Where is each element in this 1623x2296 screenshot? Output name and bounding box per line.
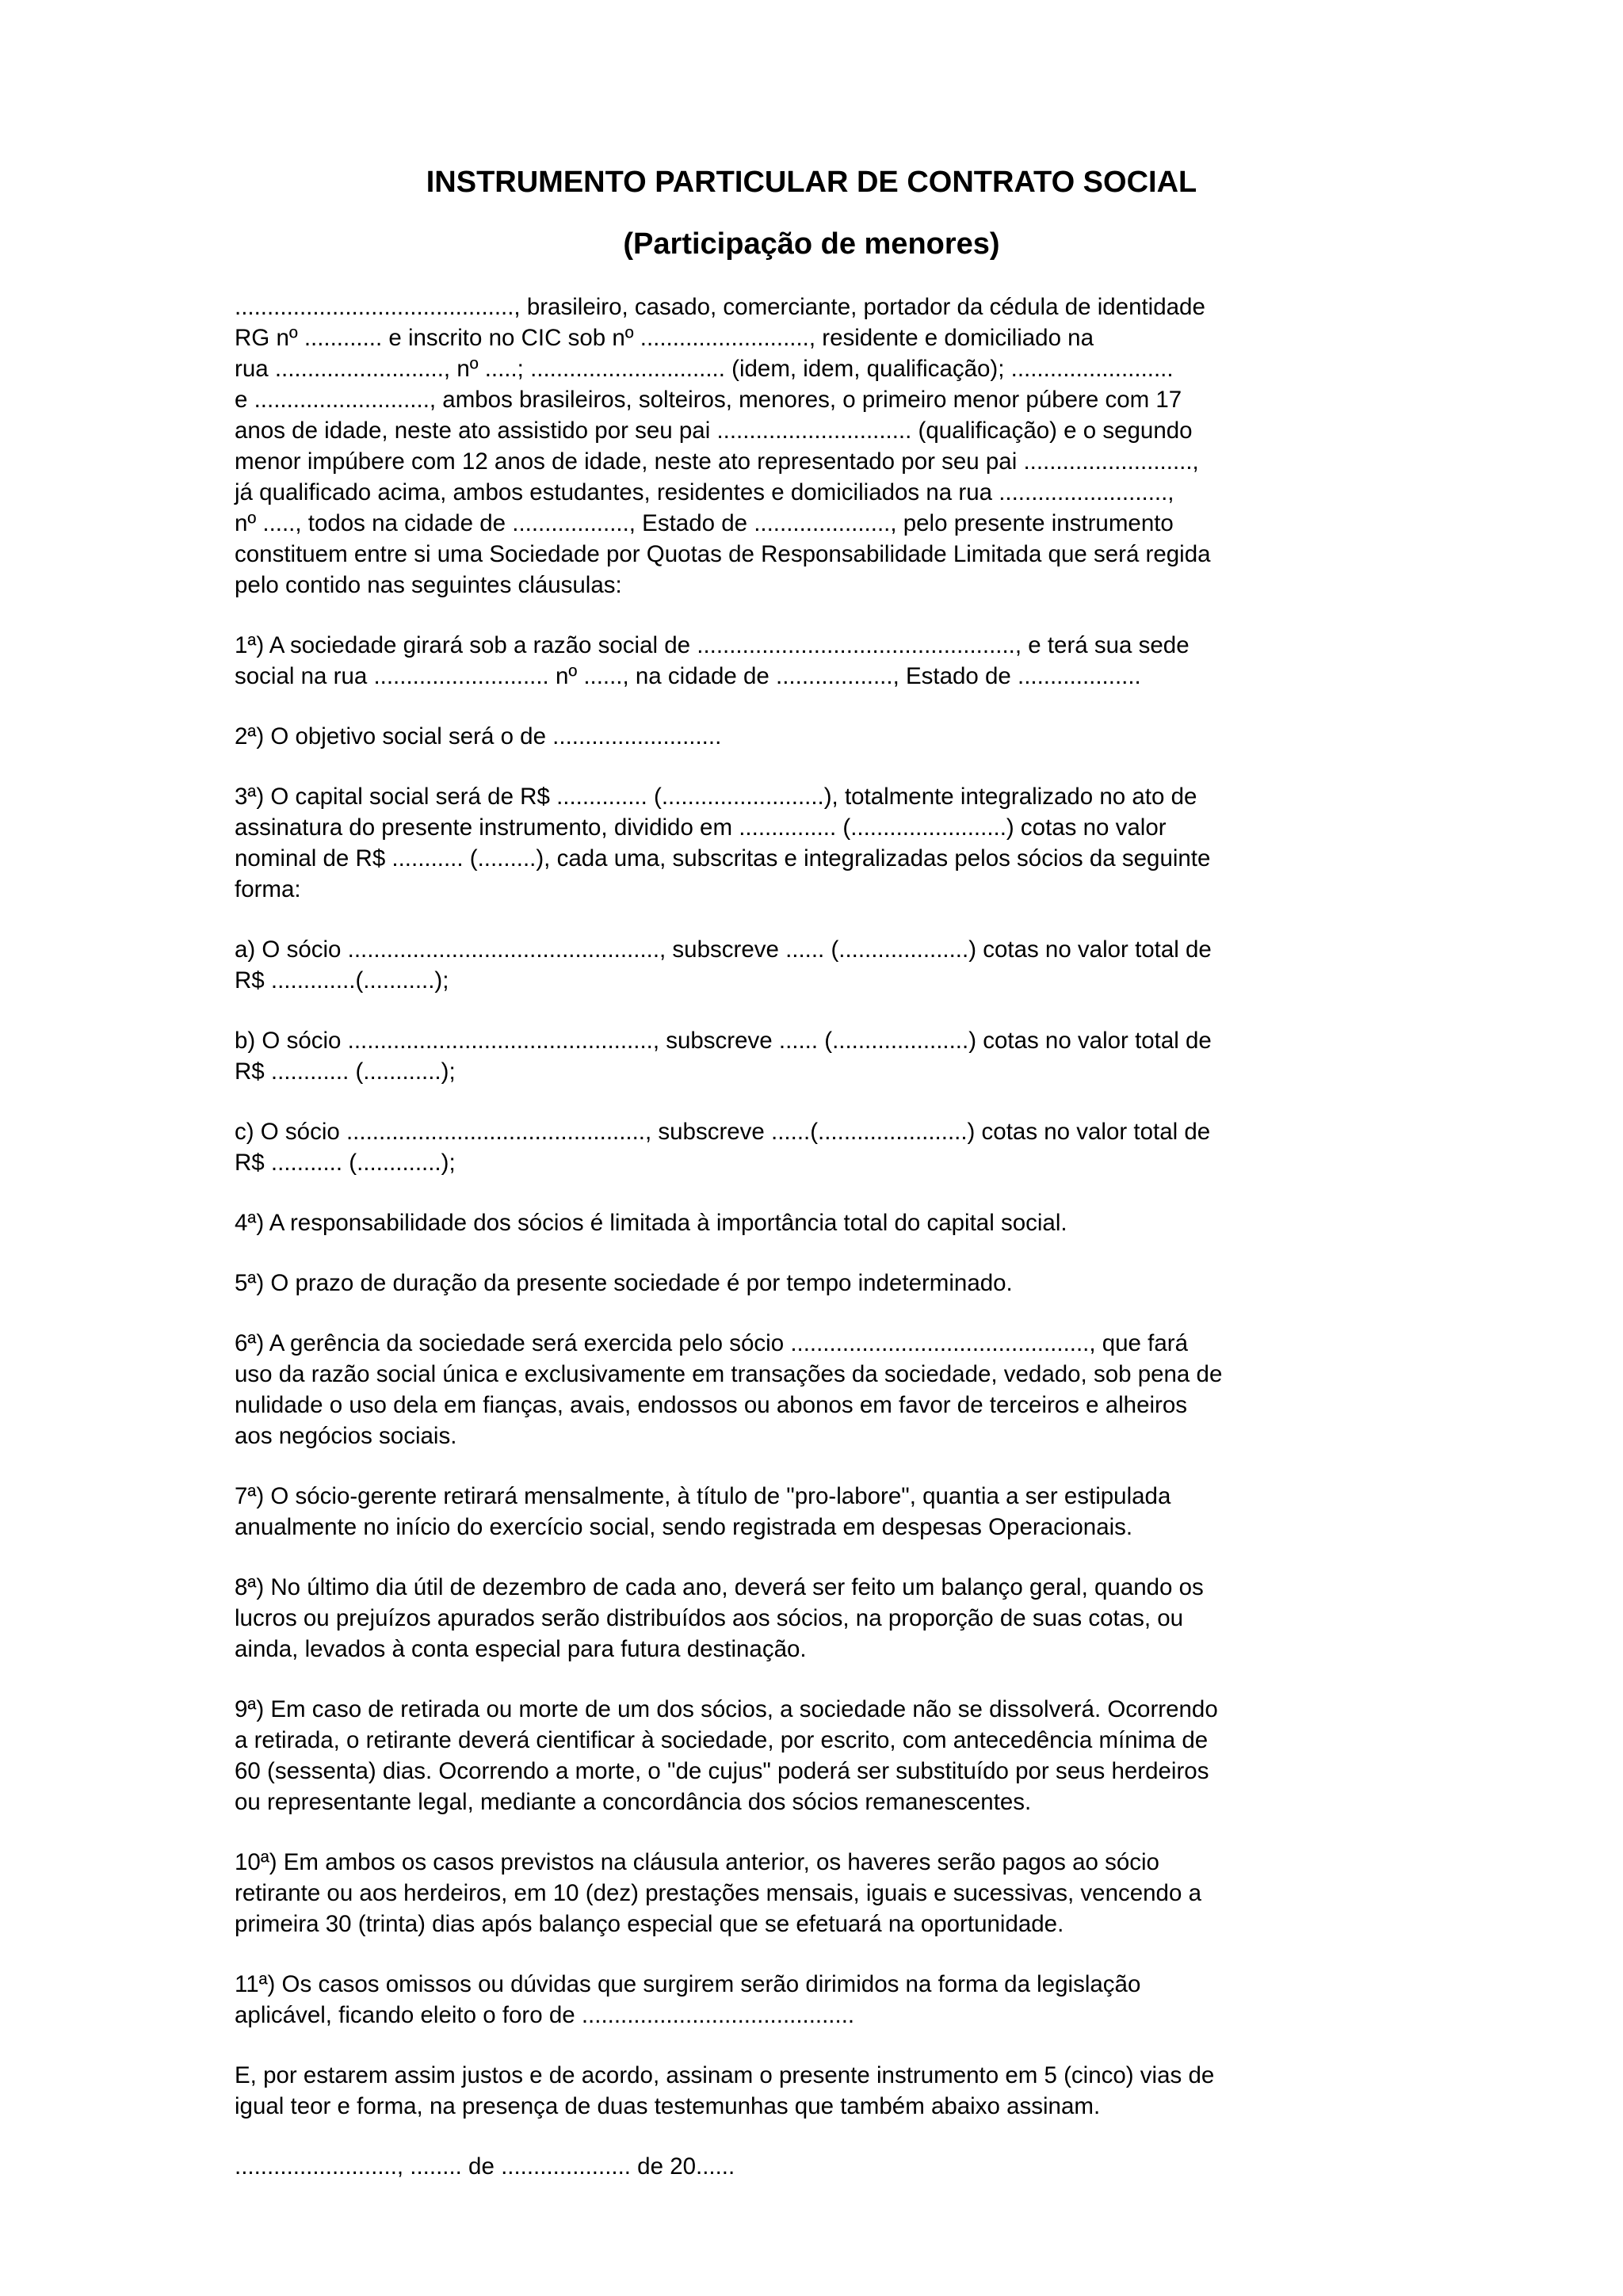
paragraph-clause-9 [235, 1694, 1400, 1817]
paragraph-clause-4 [235, 1207, 1400, 1238]
paragraph-line: 1ª) A sociedade girará sob a razão social de ................................................., e terá sua sede [235, 632, 1190, 658]
paragraph-line: nominal de R$ ........... (.........), cada uma, subscritas e integralizadas pelos sócios da seguinte [235, 845, 1211, 871]
paragraph-line: b) O sócio ..............................................., subscreve ...... (.....................) cotas no valor total de [235, 1028, 1212, 1054]
paragraph-line: anualmente no início do exercício social, sendo registrada em despesas Operacionais. [235, 1514, 1133, 1540]
paragraph-clause-6 [235, 1328, 1400, 1451]
paragraph-line: 60 (sessenta) dias. Ocorrendo a morte, o "de cujus" poderá ser substituído por seus herdeiros [235, 1758, 1209, 1784]
paragraph-line: c) O sócio .............................................., subscreve ......(.......................) cotas no valor total de [235, 1119, 1211, 1145]
paragraph-line: rua .........................., nº .....; .............................. (idem, idem, qualificação); ......................... [235, 356, 1174, 382]
paragraph-clause-3c [235, 1116, 1400, 1178]
paragraph-line: 4ª) A responsabilidade dos sócios é limitada à importância total do capital social. [235, 1210, 1067, 1236]
paragraph-line: pelo contido nas seguintes cláusulas: [235, 572, 622, 598]
paragraph-line: a) O sócio ................................................, subscreve ...... (....................) cotas no valor total de [235, 936, 1212, 963]
paragraph-clause-3b [235, 1025, 1400, 1087]
paragraph-line: 2ª) O objetivo social será o de .......................... [235, 723, 722, 749]
paragraph-clause-10 [235, 1847, 1400, 1939]
paragraph-line: R$ ........... (.............); [235, 1150, 456, 1176]
paragraph-preamble [235, 292, 1400, 601]
paragraph-clause-8 [235, 1572, 1400, 1665]
paragraph-line: primeira 30 (trinta) dias após balanço especial que se efetuará na oportunidade. [235, 1911, 1064, 1937]
paragraph-clause-3a [235, 934, 1400, 996]
document-body [235, 292, 1400, 2211]
paragraph-line: RG nº ............ e inscrito no CIC sob nº .........................., residente e domiciliado na [235, 325, 1094, 351]
paragraph-clause-11 [235, 1969, 1400, 2031]
paragraph-line: social na rua ........................... nº ......, na cidade de .................., Estado de ................... [235, 663, 1141, 689]
paragraph-clause-2 [235, 721, 1400, 752]
paragraph-line: 11ª) Os casos omissos ou dúvidas que surgirem serão dirimidos na forma da legislação [235, 1971, 1141, 1997]
paragraph-clause-3 [235, 781, 1400, 905]
paragraph-line: ainda, levados à conta especial para futura destinação. [235, 1636, 807, 1662]
paragraph-line: constituem entre si uma Sociedade por Quotas de Responsabilidade Limitada que será regida [235, 541, 1211, 567]
paragraph-line: 5ª) O prazo de duração da presente sociedade é por tempo indeterminado. [235, 1270, 1013, 1296]
paragraph-clause-7 [235, 1481, 1400, 1543]
paragraph-date-line [235, 2151, 1400, 2182]
paragraph-line: aos negócios sociais. [235, 1423, 457, 1449]
paragraph-closing [235, 2060, 1400, 2122]
paragraph-line: já qualificado acima, ambos estudantes, residentes e domiciliados na rua .........................., [235, 479, 1174, 505]
paragraph-line: lucros ou prejuízos apurados serão distribuídos aos sócios, na proporção de suas cotas, ou [235, 1605, 1184, 1631]
paragraph-line: assinatura do presente instrumento, dividido em ............... (........................) cotas no valor [235, 814, 1167, 841]
paragraph-line: E, por estarem assim justos e de acordo, assinam o presente instrumento em 5 (cinco) vias de [235, 2062, 1215, 2088]
paragraph-line: e ..........................., ambos brasileiros, solteiros, menores, o primeiro menor púbere com 17 [235, 387, 1182, 413]
paragraph-line: R$ ............ (............); [235, 1058, 456, 1085]
paragraph-line: forma: [235, 876, 301, 902]
paragraph-line: 8ª) No último dia útil de dezembro de cada ano, deverá ser feito um balanço geral, quando os [235, 1574, 1204, 1600]
paragraph-line: nº ....., todos na cidade de .................., Estado de ....................., pelo presente instrumento [235, 510, 1174, 536]
paragraph-line: retirante ou aos herdeiros, em 10 (dez) prestações mensais, iguais e sucessivas, vencendo a [235, 1880, 1201, 1906]
paragraph-line: aplicável, ficando eleito o foro de .......................................... [235, 2002, 855, 2028]
paragraph-line: 9ª) Em caso de retirada ou morte de um dos sócios, a sociedade não se dissolverá. Ocorrendo [235, 1696, 1218, 1722]
paragraph-line: 7ª) O sócio-gerente retirará mensalmente, à título de "pro-labore", quantia a ser estipulada [235, 1483, 1171, 1509]
paragraph-clause-1 [235, 630, 1400, 692]
paragraph-line: nulidade o uso dela em fianças, avais, endossos ou abonos em favor de terceiros e alheiros [235, 1392, 1188, 1418]
paragraph-line: 10ª) Em ambos os casos previstos na cláusula anterior, os haveres serão pagos ao sócio [235, 1849, 1159, 1875]
paragraph-line: ........................., ........ de .................... de 20...... [235, 2153, 735, 2180]
document-title: INSTRUMENTO PARTICULAR DE CONTRATO SOCIAL [426, 166, 1197, 199]
paragraph-line: igual teor e forma, na presença de duas testemunhas que também abaixo assinam. [235, 2093, 1101, 2119]
paragraph-clause-5 [235, 1268, 1400, 1299]
paragraph-line: 6ª) A gerência da sociedade será exercida pelo sócio .............................................., que fará [235, 1330, 1188, 1356]
paragraph-line: ..........................................., brasileiro, casado, comerciante, portador da cédula de identidade [235, 294, 1205, 320]
paragraph-line: anos de idade, neste ato assistido por seu pai .............................. (qualificação) e o segundo [235, 418, 1193, 444]
paragraph-line: R$ .............(...........); [235, 967, 449, 994]
paragraph-line: a retirada, o retirante deverá cientificar à sociedade, por escrito, com antecedência mínima de [235, 1727, 1209, 1753]
paragraph-line: menor impúbere com 12 anos de idade, neste ato representado por seu pai .........................., [235, 448, 1199, 475]
paragraph-line: ou representante legal, mediante a concordância dos sócios remanescentes. [235, 1789, 1032, 1815]
paragraph-line: uso da razão social única e exclusivamente em transações da sociedade, vedado, sob pena de [235, 1361, 1223, 1387]
paragraph-line: 3ª) O capital social será de R$ .............. (.........................), totalmente integralizado no ato de [235, 784, 1197, 810]
document-subtitle: (Participação de menores) [623, 227, 1000, 261]
